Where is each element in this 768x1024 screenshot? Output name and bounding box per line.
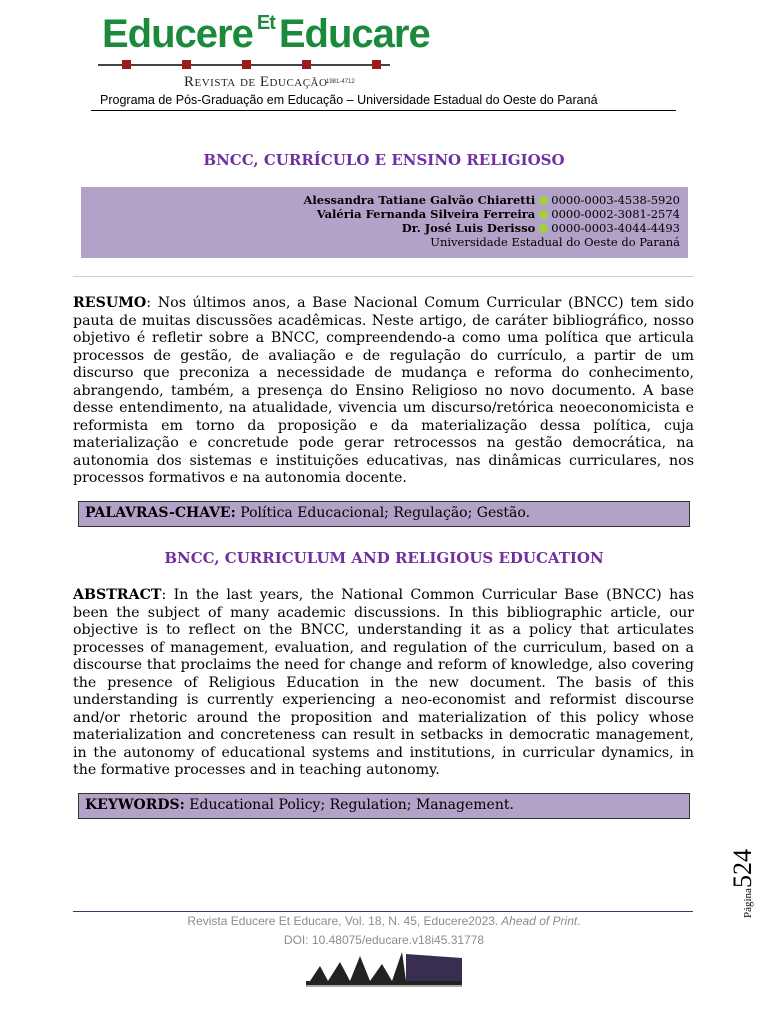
- orcid-icon[interactable]: [539, 196, 548, 205]
- abstract-label: ABSTRACT: [73, 587, 162, 603]
- footer-citation: [0, 914, 768, 928]
- footer-emblem-icon: [306, 948, 462, 988]
- abstract-text: : In the last years, the National Common Curricular Base (BNCC) has been the subject of many academic discussions. In this bibliographic article, our objective is to reflect on the BNCC, understanding it as a policy that articulates processes of management, evaluation, and regulation of the curriculum, based on a discourse that proclaims the need for change and reform of knowledge, also covering the presence of Religious Education in the new document. The basis of this understanding is currently experiencing a neo-economist and reformist discourse and/or rhetoric around the proposition and materialization of this policy whose materialization and concreteness can result in setbacks in democratic management, in the autonomy of educational systems and institutions, in curricular dynamics, in the formative processes and in teaching autonomy.: [73, 587, 694, 778]
- issn: 1981-4712: [326, 79, 355, 85]
- resumo-text: : Nos últimos anos, a Base Nacional Comum Curricular (BNCC) tem sido pauta de muitas discussões acadêmicas. Neste artigo, de caráter bibliográfico, nosso objetivo é refletir sobre a BNCC, compreendendo-a como uma política que articula processos de gestão, de avaliação e de regulação do currículo, a partir de um discurso que preconiza a necessidade de mudança e reforma do conhecimento, abrangendo, também, a presença do Ensino Religioso no novo documento. A base desse entendimento, na atualidade, vivencia um discurso/retórica neoeconomicista e reformista em torno da proposição e da materialização dessa política, cuja materialização e concretude pode gerar retrocessos na gestão democrática, na autonomia dos sistemas e instituições educativas, nas dinâmicas curriculares, nos processos formativos e na autonomia docente.: [73, 295, 694, 486]
- keywords-label: KEYWORDS:: [85, 797, 185, 813]
- author-name: Valéria Fernanda Silveira Ferreira: [316, 207, 536, 221]
- author-name: Dr. José Luis Derisso: [401, 221, 536, 235]
- logo-mark: [372, 60, 381, 69]
- article-title-en: BNCC, CURRICULUM AND RELIGIOUS EDUCATION: [164, 549, 604, 567]
- author-orcid[interactable]: 0000-0003-4044-4493: [551, 221, 680, 235]
- footer-citation-end: .: [577, 914, 581, 928]
- logo-educere: Educere: [102, 12, 253, 56]
- palavras-chave-text: Política Educacional; Regulação; Gestão.: [235, 505, 531, 521]
- logo-mark: [122, 60, 131, 69]
- footer-ahead-of-print: Ahead of Print: [498, 914, 578, 928]
- author-row: [317, 207, 680, 221]
- logo-mark: [302, 60, 311, 69]
- keywords-text: Educational Policy; Regulation; Management.: [184, 797, 514, 813]
- palavras-chave-label: PALAVRAS-CHAVE:: [85, 505, 236, 521]
- footer-doi[interactable]: DOI: 10.48075/educare.v18i45.31778: [283, 933, 485, 947]
- keywords-box: [78, 793, 690, 819]
- author-orcid[interactable]: 0000-0003-4538-5920: [551, 193, 680, 207]
- logo-subtitle: Revista de Educação: [184, 74, 328, 90]
- page-num: 524: [728, 849, 757, 889]
- orcid-icon[interactable]: [539, 224, 548, 233]
- footer-citation-text: Revista Educere Et Educare, Vol. 18, N. 45, Educere2023.: [187, 914, 499, 928]
- logo-educare: Educare: [278, 12, 430, 56]
- page-word: Página: [742, 888, 754, 918]
- logo-mark: [182, 60, 191, 69]
- author-row: [402, 221, 680, 235]
- program-line: Programa de Pós-Graduação em Educação – Universidade Estadual do Oeste do Paraná: [100, 93, 598, 107]
- abstract-paragraph: [73, 587, 694, 780]
- authors-box: [81, 187, 688, 258]
- palavras-chave-box: [78, 501, 690, 527]
- journal-logo: [102, 12, 430, 57]
- resumo-paragraph: [73, 295, 694, 488]
- logo-mark: [242, 60, 251, 69]
- footer-rule: [73, 911, 693, 912]
- header-rule: [91, 110, 676, 111]
- page-number: [728, 849, 758, 918]
- article-title-pt: BNCC, CURRÍCULO E ENSINO RELIGIOSO: [203, 151, 565, 169]
- section-divider: [73, 276, 694, 277]
- author-orcid[interactable]: 0000-0002-3081-2574: [551, 207, 680, 221]
- affiliation: Universidade Estadual do Oeste do Paraná: [430, 235, 680, 249]
- resumo-label: RESUMO: [73, 295, 147, 311]
- author-row: [303, 193, 680, 207]
- logo-et: Et: [256, 12, 275, 34]
- author-name: Alessandra Tatiane Galvão Chiaretti: [303, 193, 536, 207]
- orcid-icon[interactable]: [539, 210, 548, 219]
